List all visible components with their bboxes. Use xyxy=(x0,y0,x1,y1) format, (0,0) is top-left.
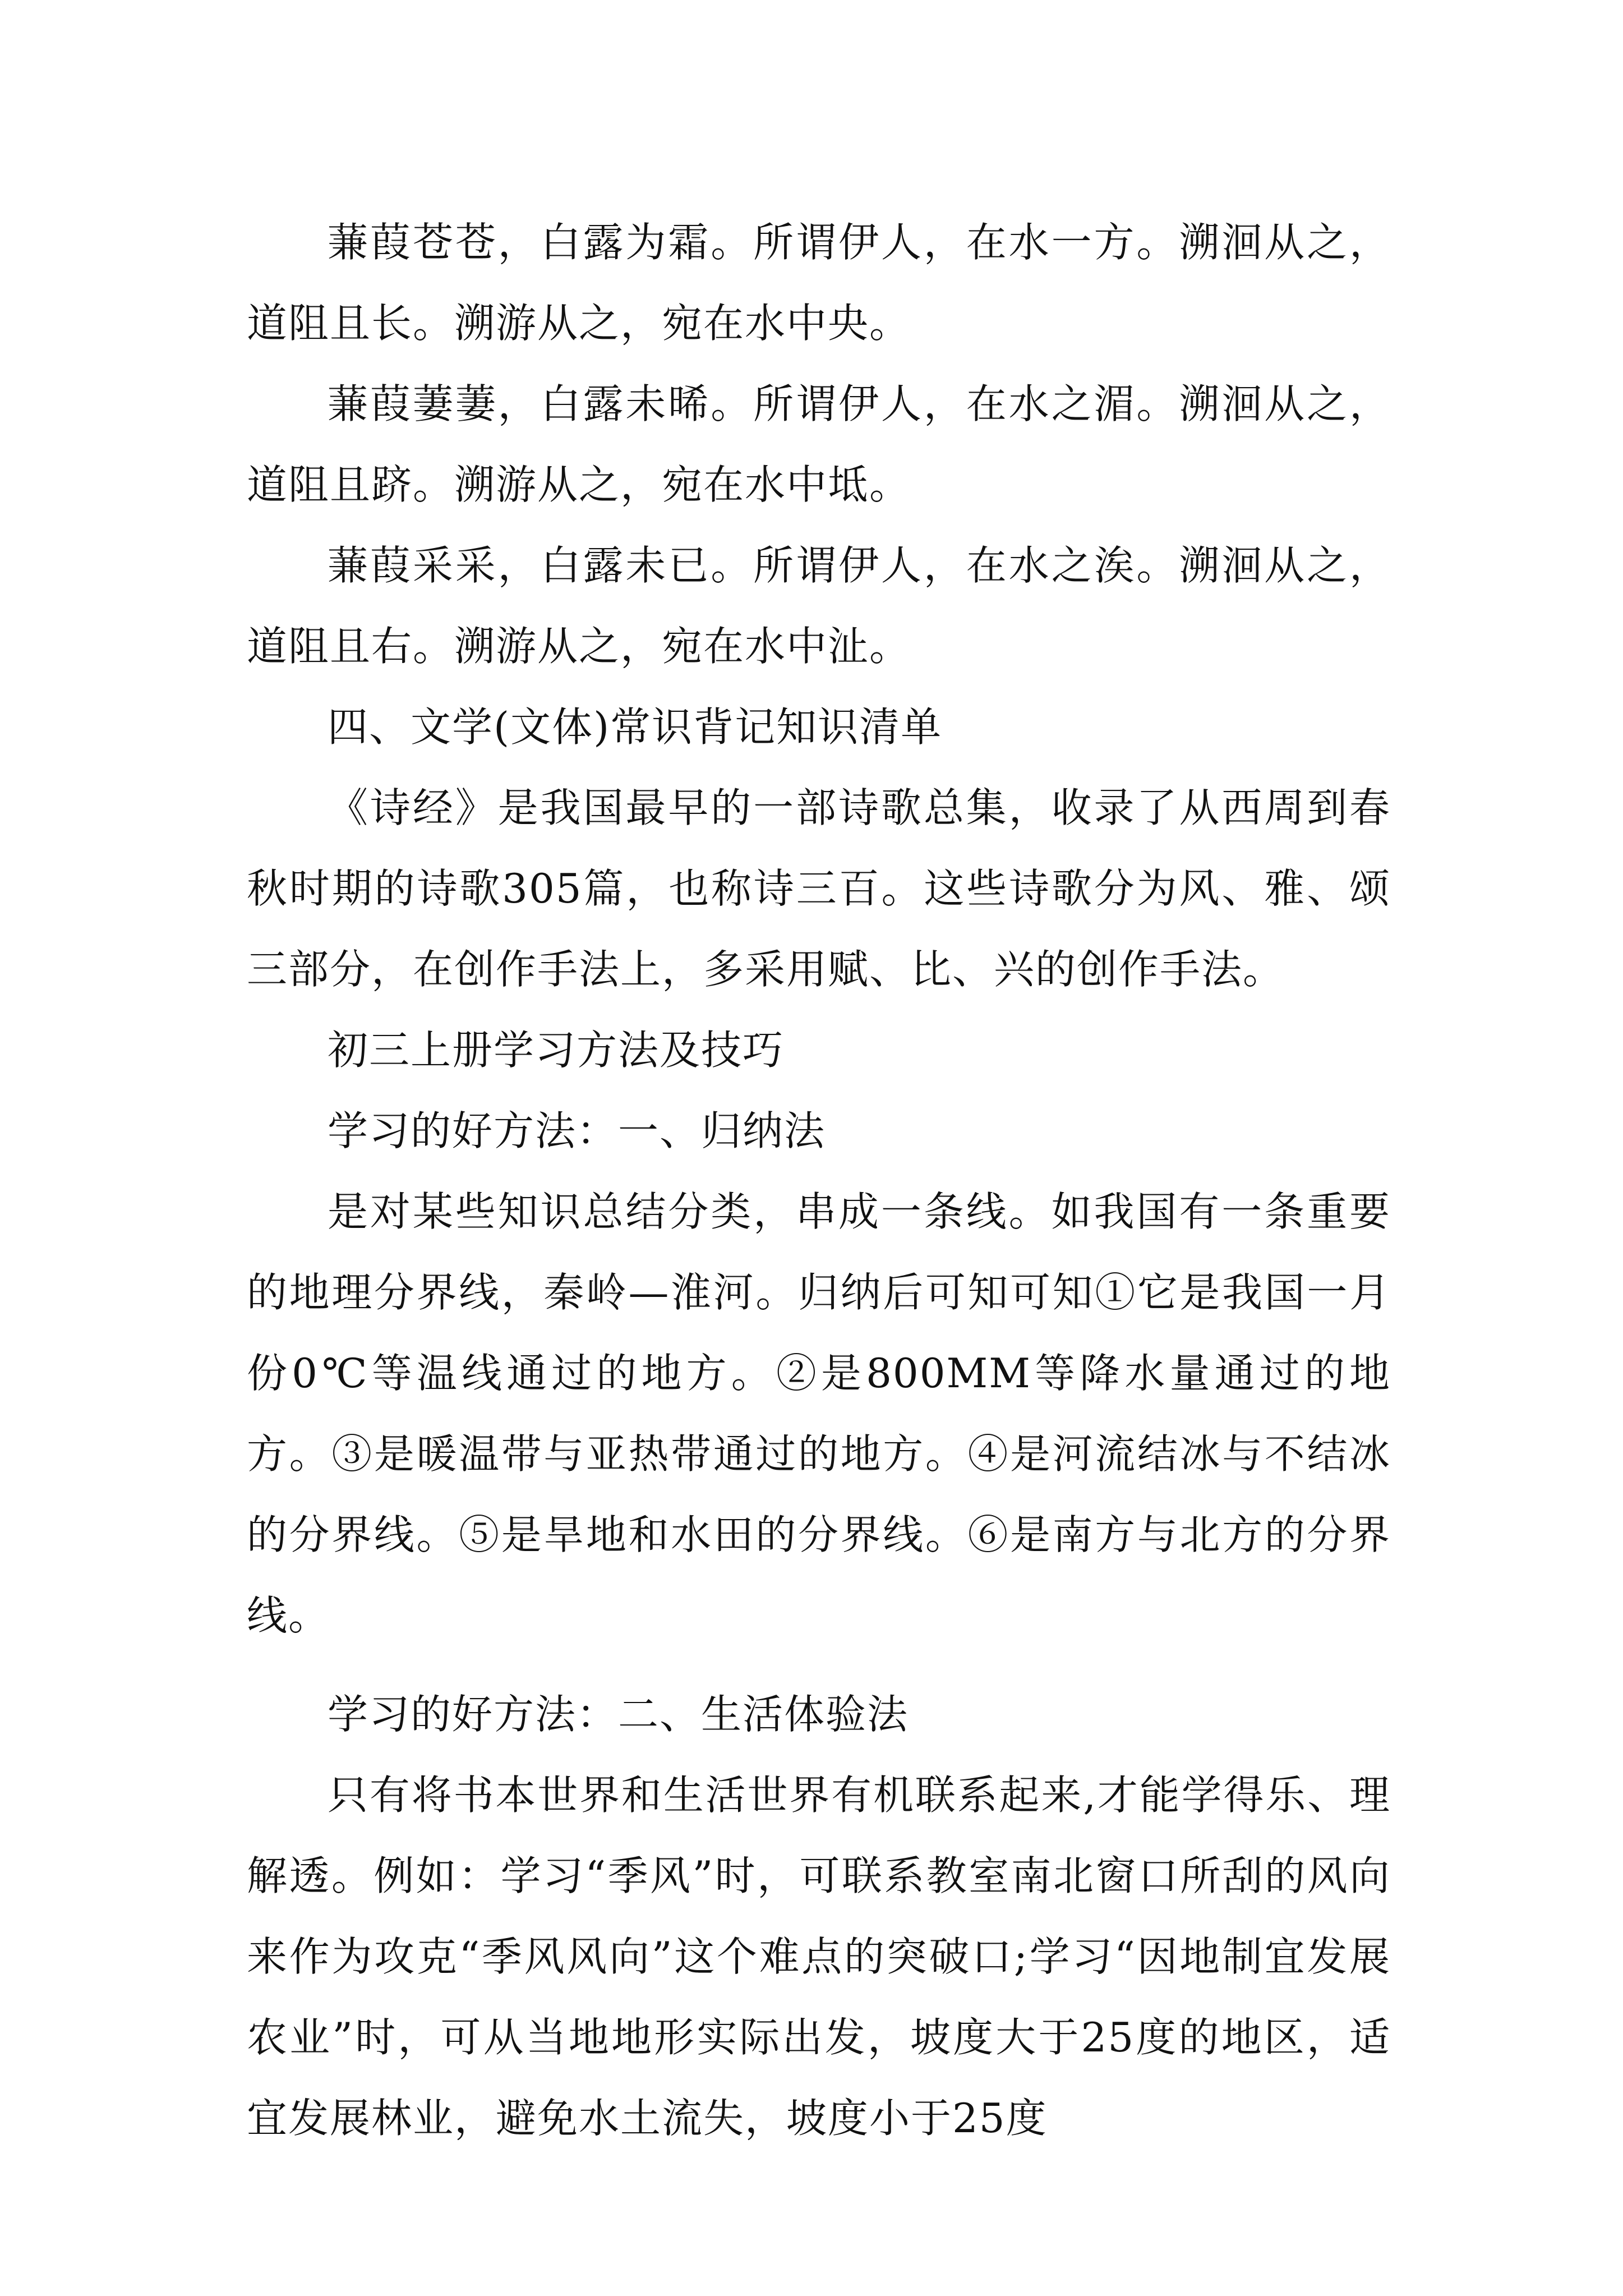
paragraph-life-experience: 只有将书本世界和生活世界有机联系起来,才能学得乐、理解透。例如：学习“季风”时，可联系教室南北窗口所刮的风向来作为攻克“季风风向”这个难点的突破口;学习“因地制宜发展农业”时，可从当地地形实际出发，坡度大于25度的地区，适宜发展林业，避免水土流失，坡度小于25度 xyxy=(247,1772,1391,2142)
paragraph-shijing: 《诗经》是我国最早的一部诗歌总集，收录了从西周到春秋时期的诗歌305篇，也称诗三百。这些诗歌分为风、雅、颂三部分，在创作手法上，多采用赋、比、兴的创作手法。 xyxy=(247,784,1391,993)
paragraph-induction: 是对某些知识总结分类，串成一条线。如我国有一条重要的地理分界线，秦岭—淮河。归纳后可知可知①它是我国一月份0℃等温线通过的地方。②是800MM等降水量通过的地方。③是暖温带与亚热带通过的地方。④是河流结冰与不结冰的分界线。⑤是旱地和水田的分界线。⑥是南方与北方的分界线。 xyxy=(247,1188,1391,1639)
section-heading-literature: 四、文学(文体)常识背记知识清单 xyxy=(328,703,943,751)
poem-stanza-1: 蒹葭苍苍，白露为霜。所谓伊人，在水一方。溯洄从之，道阻且长。溯游从之，宛在水中央。 xyxy=(247,219,1391,347)
subheading-induction-method: 学习的好方法：一、归纳法 xyxy=(328,1107,826,1154)
poem-stanza-2: 蒹葭萋萋，白露未晞。所谓伊人，在水之湄。溯洄从之，道阻且跻。溯游从之，宛在水中坻。 xyxy=(247,380,1391,508)
poem-stanza-3: 蒹葭采采，白露未已。所谓伊人，在水之涘。溯洄从之，道阻且右。溯游从之，宛在水中沚。 xyxy=(247,542,1391,670)
subheading-life-experience-method: 学习的好方法：二、生活体验法 xyxy=(328,1691,909,1738)
document-body xyxy=(247,202,1391,2159)
section-heading-study-methods: 初三上册学习方法及技巧 xyxy=(328,1027,785,1074)
